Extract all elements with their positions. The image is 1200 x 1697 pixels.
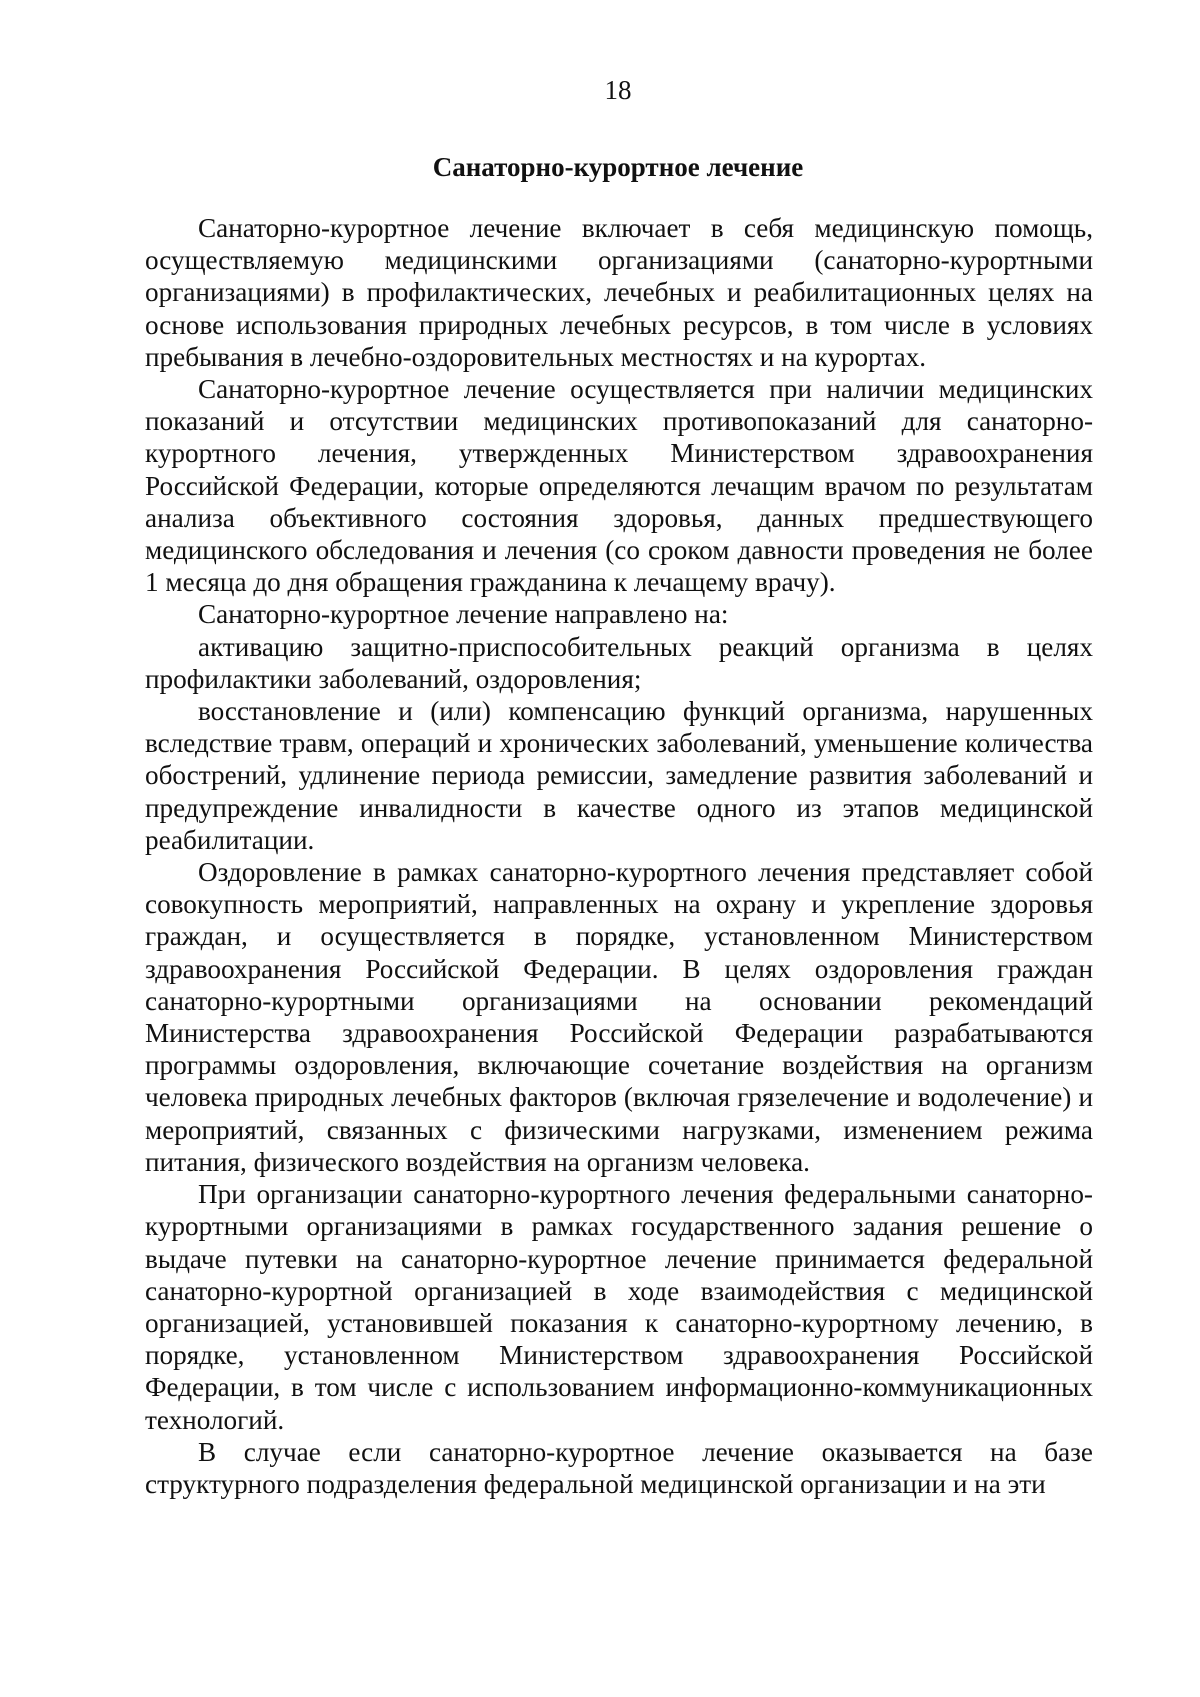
paragraph-structural-unit: В случае если санаторно-курортное лечение оказывается на базе структурного подразделения федеральной медицинской организации и на эти <box>145 1436 1093 1499</box>
body-text <box>145 212 1093 1500</box>
paragraph-definition: Санаторно-курортное лечение включает в себя медицинскую помощь, осуществляемую медицинскими организациями (санаторно-курортными организациями) в профилактических, лечебных и реабилитационных целях на основе использования природных лечебных ресурсов, в том числе в условиях пребывания в лечебно-оздоровительных местностях и на курортах. <box>145 213 1093 372</box>
paragraph-federal-organization: При организации санаторно-курортного лечения федеральными санаторно-курортными организациями в рамках государственного задания решение о выдаче путевки на санаторно-курортное лечение принимается федеральной санаторно-курортной организацией в ходе взаимодействия с медицинской организацией, установившей показания к санаторно-курортному лечению, в порядке, установленном Министерством здравоохранения Российской Федерации, в том числе с использованием информационно-коммуникационных технологий. <box>145 1179 1093 1435</box>
paragraph-wellness: Оздоровление в рамках санаторно-курортного лечения представляет собой совокупность мероприятий, направленных на охрану и укрепление здоровья граждан, и осуществляется в порядке, установленном Министерством здравоохранения Российской Федерации. В целях оздоровления граждан санаторно-курортными организациями на основании рекомендаций Министерства здравоохранения Российской Федерации разрабатываются программы оздоровления, включающие сочетание воздействия на организм человека природных лечебных факторов (включая грязелечение и водолечение) и мероприятий, связанных с физическими нагрузками, изменением режима питания, физического воздействия на организм человека. <box>145 857 1093 1177</box>
section-title: Санаторно-курортное лечение <box>432 152 804 182</box>
paragraph-aims-intro: Санаторно-курортное лечение направлено на: <box>198 599 729 630</box>
paragraph-indications: Санаторно-курортное лечение осуществляется при наличии медицинских показаний и отсутствии медицинских противопоказаний для санаторно-курортного лечения, утвержденных Министерством здравоохранения Российской Федерации, которые определяются лечащим врачом по результатам анализа объективного состояния здоровья, данных предшествующего медицинского обследования и лечения (со сроком давности проведения не более 1 месяца до дня обращения гражданина к лечащему врачу). <box>145 374 1093 598</box>
paragraph-aim-restoration: восстановление и (или) компенсацию функций организма, нарушенных вследствие травм, операций и хронических заболеваний, уменьшение количества обострений, удлинение периода ремиссии, замедление развития заболеваний и предупреждение инвалидности в качестве одного из этапов медицинской реабилитации. <box>145 696 1093 855</box>
page-number: 18 <box>604 75 632 105</box>
paragraph-aim-activation: активацию защитно-приспособительных реакций организма в целях профилактики заболеваний, оздоровления; <box>145 631 1093 694</box>
